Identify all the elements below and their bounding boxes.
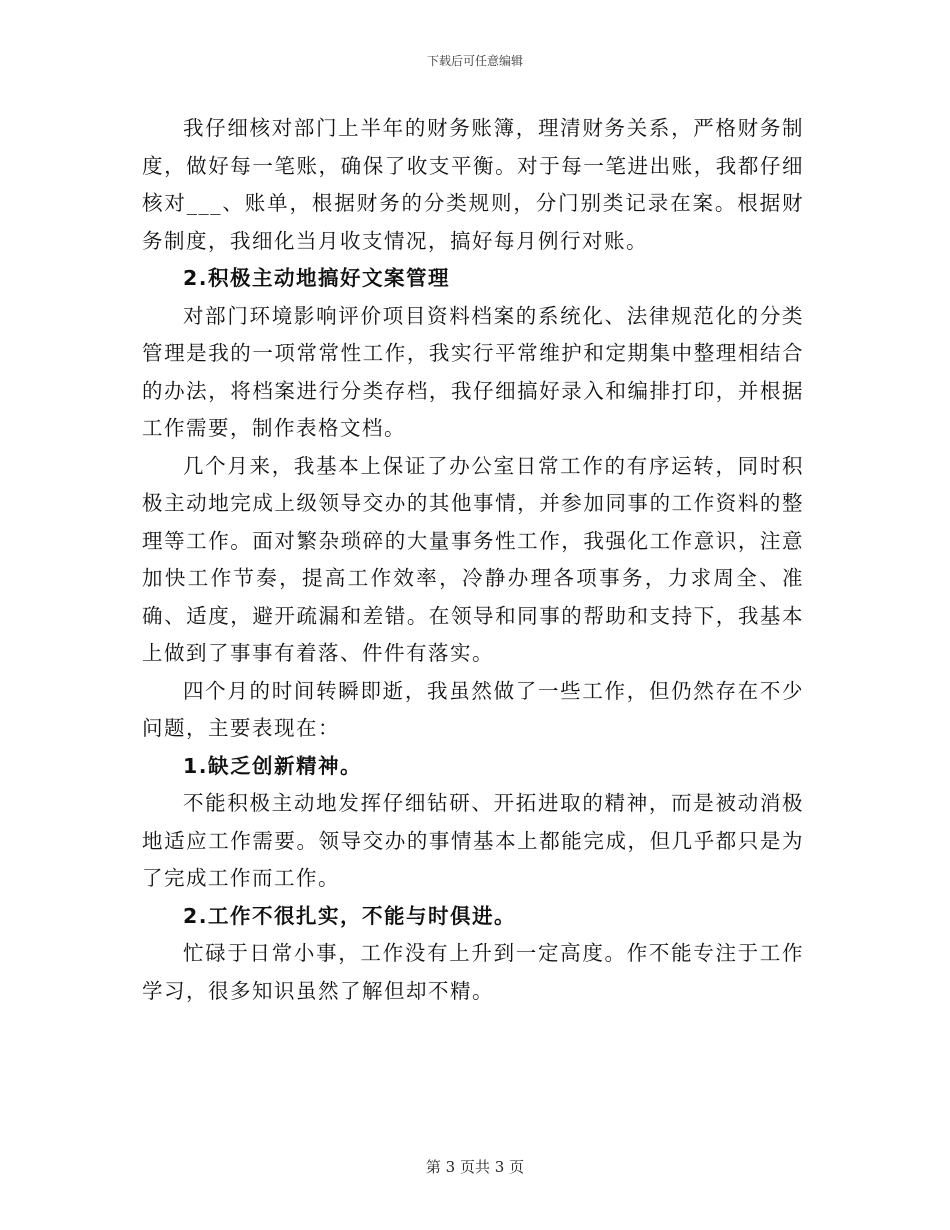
paragraph-finance: 我仔细核对部门上半年的财务账簿，理清财务关系，严格财务制度，做好每一笔账，确保了收支平衡。对于每一笔进出账，我都仔细核对___、账单，根据财务的分类规则，分门别类记录在案。根据财务制度，我细化当月收支情况，搞好每月例行对账。 — [142, 116, 804, 253]
paragraph-archives: 对部门环境影响评价项目资料档案的系统化、法律规范化的分类管理是我的一项常常性工作，我实行平常维护和定期集中整理相结合的办法，将档案进行分类存档，我仔细搞好录入和编排打印，并根据工作需要，制作表格文档。 — [142, 303, 804, 440]
heading-not-solid: 2.工作不很扎实，不能与时俱进。 — [183, 903, 517, 928]
heading-lack-innovation: 1.缺乏创新精神。 — [183, 753, 363, 778]
heading-document-management: 2.积极主动地搞好文案管理 — [183, 266, 451, 290]
paragraph-months-summary: 几个月来，我基本上保证了办公室日常工作的有序运转，同时积极主动地完成上级领导交办的其他事情，并参加同事的工作资料的整理等工作。面对繁杂琐碎的大量事务性工作，我强化工作意识，注意加快工作节奏，提高工作效率，冷静办理各项事务，力求周全、准确、适度，避开疏漏和差错。在领导和同事的帮助和支持下，我基本上做到了事事有着落、件件有落实。 — [142, 453, 804, 665]
document-body — [142, 110, 804, 1010]
paragraph-problems-intro: 四个月的时间转瞬即逝，我虽然做了一些工作，但仍然存在不少问题，主要表现在： — [142, 678, 804, 740]
paragraph-innovation: 不能积极主动地发挥仔细钻研、开拓进取的精神，而是被动消极地适应工作需要。领导交办的事情基本上都能完成，但几乎都只是为了完成工作而工作。 — [142, 791, 804, 890]
page-header: 下载后可任意编辑 — [426, 54, 523, 68]
page-footer: 第 3 页共 3 页 — [425, 1158, 525, 1176]
paragraph-daily-matters: 忙碌于日常小事，工作没有上升到一定高度。作不能专注于工作学习，很多知识虽然了解但却不精。 — [142, 941, 804, 1003]
